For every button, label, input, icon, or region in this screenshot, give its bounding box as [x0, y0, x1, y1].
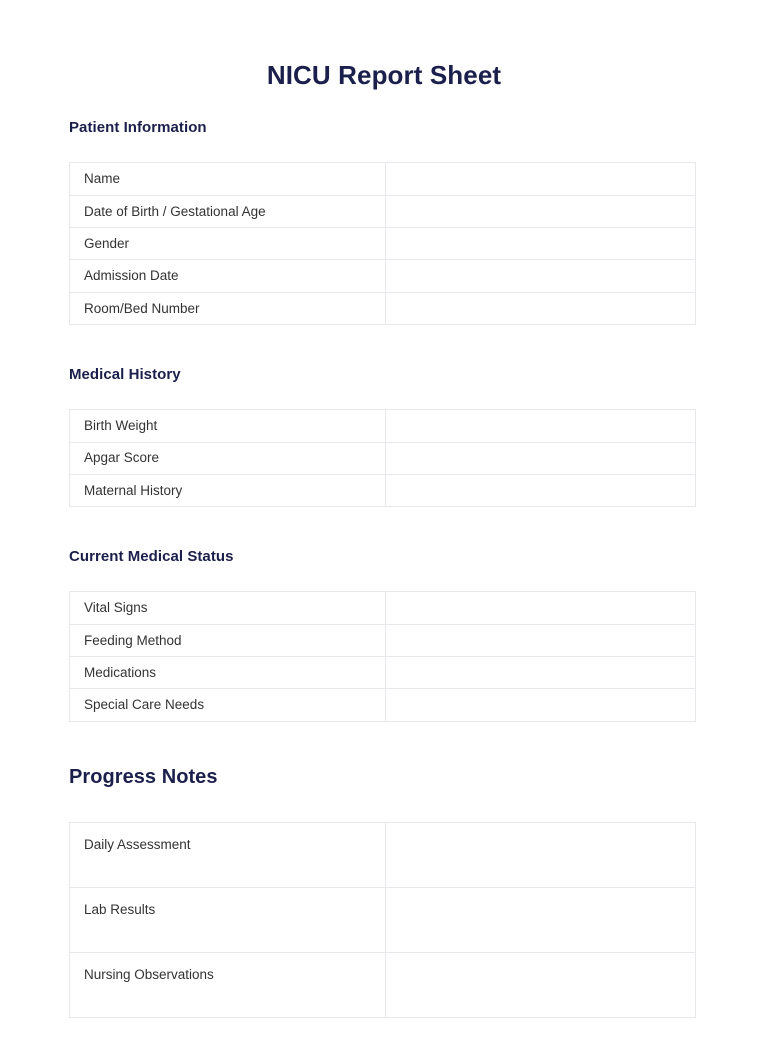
row-value[interactable]	[386, 624, 696, 656]
row-value[interactable]	[386, 442, 696, 474]
table-row	[70, 689, 696, 721]
table-row	[70, 195, 696, 227]
table-current-medical-status	[69, 591, 696, 722]
spacer	[69, 325, 699, 366]
table-medical-history	[69, 409, 696, 507]
section-heading-patient-information: Patient Information	[69, 119, 207, 137]
row-label: Apgar Score	[70, 442, 386, 474]
row-label: Vital Signs	[70, 592, 386, 624]
table-row	[70, 410, 696, 442]
spacer	[69, 384, 699, 409]
row-label: Special Care Needs	[70, 689, 386, 721]
table-row	[70, 624, 696, 656]
spacer	[69, 137, 699, 162]
row-value[interactable]	[386, 657, 696, 689]
row-label: Birth Weight	[70, 410, 386, 442]
row-label: Gender	[70, 227, 386, 259]
spacer	[69, 91, 699, 119]
row-label: Admission Date	[70, 260, 386, 292]
row-value[interactable]	[386, 474, 696, 506]
row-label: Medications	[70, 657, 386, 689]
spacer	[69, 566, 699, 591]
spacer	[69, 789, 699, 822]
spacer	[69, 722, 699, 765]
table-row	[70, 227, 696, 259]
row-value[interactable]	[386, 227, 696, 259]
section-heading-medical-history: Medical History	[69, 366, 181, 384]
row-label: Name	[70, 163, 386, 195]
row-value[interactable]	[386, 260, 696, 292]
table-progress-notes	[69, 822, 696, 1018]
row-label: Feeding Method	[70, 624, 386, 656]
table-row	[70, 292, 696, 324]
page-title: NICU Report Sheet	[266, 60, 502, 90]
row-label: Maternal History	[70, 474, 386, 506]
section-heading-progress-notes: Progress Notes	[69, 765, 218, 788]
row-label: Nursing Observations	[70, 952, 386, 1017]
table-row	[70, 474, 696, 506]
row-value[interactable]	[386, 163, 696, 195]
row-value[interactable]	[386, 410, 696, 442]
table-row	[70, 887, 696, 952]
spacer	[69, 507, 699, 548]
row-value[interactable]	[386, 195, 696, 227]
table-row	[70, 657, 696, 689]
table-row	[70, 163, 696, 195]
table-row	[70, 442, 696, 474]
table-row	[70, 952, 696, 1017]
row-value[interactable]	[386, 592, 696, 624]
row-label: Lab Results	[70, 887, 386, 952]
row-value[interactable]	[386, 952, 696, 1017]
table-row	[70, 260, 696, 292]
row-value[interactable]	[386, 292, 696, 324]
row-value[interactable]	[386, 689, 696, 721]
row-value[interactable]	[386, 887, 696, 952]
row-label: Daily Assessment	[70, 822, 386, 887]
row-label: Room/Bed Number	[70, 292, 386, 324]
row-value[interactable]	[386, 822, 696, 887]
row-label: Date of Birth / Gestational Age	[70, 195, 386, 227]
table-row	[70, 822, 696, 887]
table-row	[70, 592, 696, 624]
table-patient-information	[69, 162, 696, 325]
section-heading-current-medical-status: Current Medical Status	[69, 548, 234, 566]
